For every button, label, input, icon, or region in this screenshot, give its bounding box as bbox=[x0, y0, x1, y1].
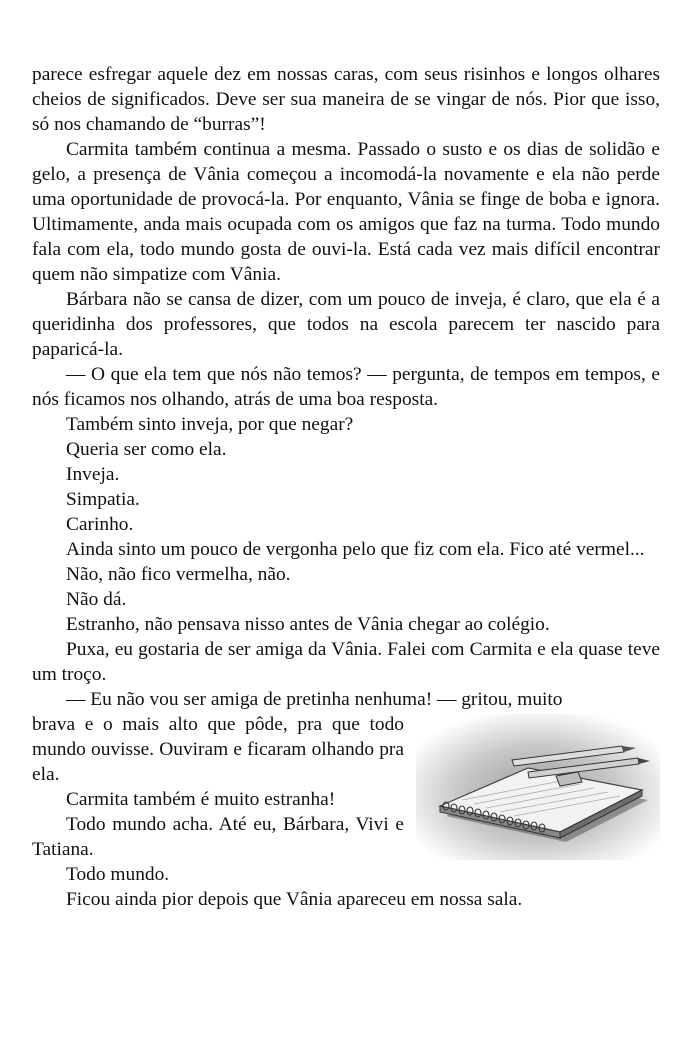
paragraph-15-continued: brava e o mais alto que pôde, pra que todo mundo ouvisse. Ouviram e ficaram olhando pra ela. bbox=[32, 714, 404, 785]
paragraph-9: Carinho. bbox=[66, 514, 134, 535]
paragraph-1: parece esfregar aquele dez em nossas caras, com seus risinhos e longos olhares cheios de significados. Deve ser sua maneira de se vingar de nós. Pior que isso, só nos chamando de “burras”! bbox=[32, 64, 660, 135]
paragraph-18: Todo mundo. bbox=[66, 864, 170, 885]
paragraph-8: Simpatia. bbox=[66, 489, 140, 510]
paragraph-11: Não, não fico vermelha, não. bbox=[66, 564, 291, 585]
paragraph-12: Não dá. bbox=[66, 589, 127, 610]
paragraph-5: Também sinto inveja, por que negar? bbox=[66, 414, 354, 435]
paragraph-14: Puxa, eu gostaria de ser amiga da Vânia. Falei com Carmita e ela quase teve um troço. bbox=[32, 639, 660, 685]
paragraph-17: Todo mundo acha. Até eu, Bárbara, Vivi e Tatiana. bbox=[32, 814, 404, 860]
paragraph-6: Queria ser como ela. bbox=[66, 439, 227, 460]
paragraph-10: Ainda sinto um pouco de vergonha pelo que fiz com ela. Fico até vermel... bbox=[66, 539, 645, 560]
paragraph-4: — O que ela tem que nós não temos? — pergunta, de tempos em tempos, e nós ficamos nos olhando, atrás de uma boa resposta. bbox=[32, 364, 660, 410]
paragraph-7: Inveja. bbox=[66, 464, 120, 485]
paragraph-3: Bárbara não se cansa de dizer, com um pouco de inveja, é claro, que ela é a queridinha dos professores, que todos na escola parecem ter nascido para paparicá-la. bbox=[32, 289, 660, 360]
paragraph-13: Estranho, não pensava nisso antes de Vânia chegar ao colégio. bbox=[66, 614, 550, 635]
notebook-with-pens-illustration bbox=[416, 714, 660, 860]
paragraph-15-first-line: — Eu não vou ser amiga de pretinha nenhuma! — gritou, muito bbox=[66, 689, 563, 710]
book-page bbox=[32, 62, 660, 912]
paragraph-2: Carmita também continua a mesma. Passado o susto e os dias de solidão e gelo, a presença de Vânia começou a incomodá-la novamente e ela não perde uma oportunidade de provocá-la. Por enquanto, Vânia se finge de boba e ignora. Ultimamente, anda mais ocupada com os amigos que faz na turma. Todo mundo fala com ela, todo mundo gosta de ouvi-la. Está cada vez mais difícil encontrar quem não simpatize com Vânia. bbox=[32, 139, 660, 285]
notebook-icon bbox=[416, 714, 660, 860]
paragraph-16: Carmita também é muito estranha! bbox=[66, 789, 336, 810]
paragraph-19: Ficou ainda pior depois que Vânia apareceu em nossa sala. bbox=[66, 889, 523, 910]
